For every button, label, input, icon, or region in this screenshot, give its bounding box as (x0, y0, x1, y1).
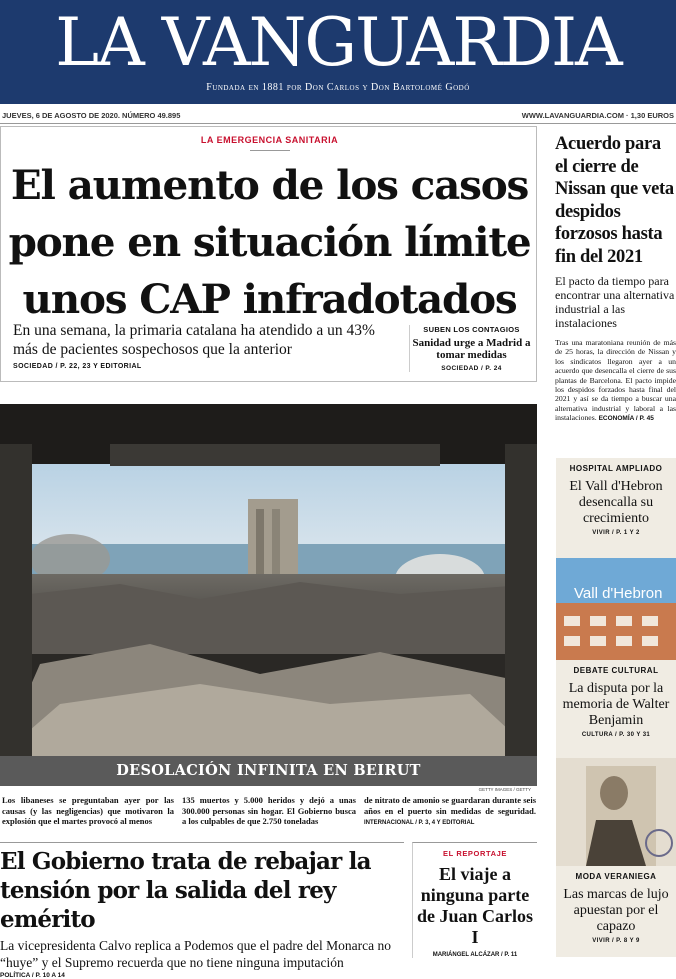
lead-subhead: En una semana, la primaria catalana ha atendido a un 43% más de pacientes sospechosos que la anterior (13, 322, 375, 358)
monarchy-page-ref: POLÍTICA / P. 10 A 14 (0, 972, 65, 979)
promo-fashion[interactable] (556, 866, 676, 957)
founded-line: Fundada en 1881 por Don Carlos y Don Bartolomé Godó (206, 82, 470, 93)
sidebar-page-ref: SOCIEDAD / P. 24 (441, 365, 502, 372)
nissan-body-text: Tras una maratoniana reunión de más de 25 horas, la dirección de Nissan y los sindicatos llegaron ayer a un acuerdo que desencalla el cierre de sus plantas de Barcelona. El pacto impide los despidos forzados hasta final del 2021 y así se da tiempo a buscar una alternativa industrial y laboral a las instalaciones. (555, 338, 676, 423)
lead-story (0, 126, 537, 382)
caption-column-1: Los libaneses se preguntaban ayer por las causas (y las negligencias) que motivaron la explosión que el martes provocó al menos (2, 795, 174, 826)
lead-sidebar[interactable] (409, 325, 533, 372)
benjamin-image (556, 758, 676, 866)
lead-headline[interactable]: El aumento de los casos pone en situación límite unos CAP infradotados (8, 161, 531, 323)
promo-hospital-kicker: HOSPITAL AMPLIADO (569, 464, 663, 473)
beirut-photo[interactable] (0, 404, 537, 756)
kicker-divider (250, 150, 290, 151)
monarchy-story (0, 842, 404, 979)
monarchy-headline[interactable]: El Gobierno trata de rebajar la tensión por la salida del rey emérito (0, 848, 371, 933)
caption-column-3 (364, 795, 536, 829)
caption-column-3-text: de nitrato de amonio se guardaran durante seis años en el puerto sin medidas de seguridad. (364, 795, 536, 816)
sidebar-kicker: SUBEN LOS CONTAGIOS (423, 325, 520, 334)
promo-hospital[interactable] (556, 458, 676, 558)
caption-column-2: 135 muertos y 5.000 heridos y dejó a unas 300.000 personas sin hogar. El Gobierno busca a los culpables de que 2.750 toneladas (182, 795, 356, 826)
reportaje-headline: El viaje a ninguna parte de Juan Carlos I (416, 864, 533, 947)
reportaje-story[interactable] (412, 842, 537, 958)
promo-benjamin-kicker: DEBATE CULTURAL (573, 666, 659, 675)
reportaje-kicker: EL REPORTAJE (442, 849, 508, 858)
hospital-sign-text: Vall d'Hebron (574, 585, 663, 602)
lead-page-ref: SOCIEDAD / P. 22, 23 Y EDITORIAL (13, 363, 142, 370)
masthead (0, 0, 676, 104)
hospital-image (556, 558, 676, 660)
nissan-headline[interactable]: Acuerdo para el cierre de Nissan que veta despidos forzosos hasta fin del 2021 (555, 134, 674, 267)
monarchy-subhead: La vicepresidenta Calvo replica a Podemos que el padre del Monarca no “huye” y el Supremo recuerda que no tiene ninguna imputación (0, 938, 391, 970)
beirut-explosion-image (0, 404, 537, 756)
promo-benjamin-ref: CULTURA / P. 30 Y 31 (581, 732, 651, 738)
newspaper-logo: LA VANGUARDIA (55, 4, 621, 81)
caption-page-ref: INTERNACIONAL / P. 3, 4 Y EDITORIAL (364, 820, 475, 826)
nissan-subhead: El pacto da tiempo para encontrar una alternativa industrial a las instalaciones (555, 274, 675, 330)
promo-hospital-headline: El Vall d'Hebron desencalla su crecimiento (569, 479, 663, 526)
promo-fashion-ref: VIVIR / P. 8 Y 9 (592, 938, 640, 944)
photo-credit: GETTY IMAGES / GETTY (478, 787, 531, 792)
promo-fashion-headline: Las marcas de lujo apuestan por el capazo (563, 887, 669, 934)
issue-date: JUEVES, 6 DE AGOSTO DE 2020. NÚMERO 49.895 (2, 111, 181, 120)
hospital-building-graphic (556, 558, 676, 660)
sidebar-headline: Sanidad urge a Madrid a tomar medidas (412, 337, 531, 361)
promo-fashion-kicker: MODA VERANIEGA (575, 872, 657, 881)
website-price: WWW.LAVANGUARDIA.COM · 1,30 EUROS (521, 111, 674, 120)
nissan-body (549, 338, 676, 424)
promo-hospital-ref: VIVIR / P. 1 Y 2 (592, 530, 640, 536)
promo-benjamin[interactable] (556, 660, 676, 758)
nissan-story (549, 126, 676, 424)
promo-benjamin-headline: La disputa por la memoria de Walter Benjamin (562, 681, 670, 728)
nissan-page-ref: ECONOMÍA / P. 45 (598, 415, 654, 423)
benjamin-portrait-graphic (556, 758, 676, 866)
dateline (0, 110, 676, 124)
lead-kicker: LA EMERGENCIA SANITARIA (200, 135, 339, 145)
reportaje-page-ref: MARIÁNGEL ALCÁZAR / P. 11 (432, 952, 518, 958)
photo-caption: DESOLACIÓN INFINITA EN BEIRUT (0, 756, 537, 786)
